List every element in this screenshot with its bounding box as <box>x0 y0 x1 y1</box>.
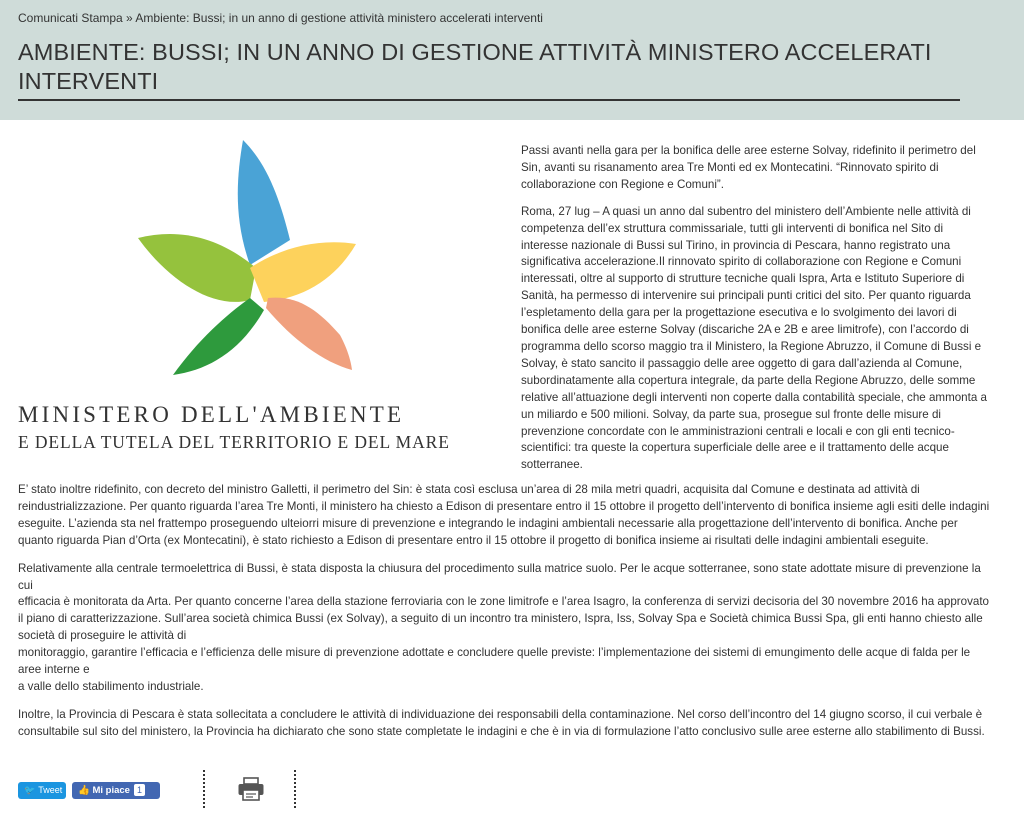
share-separator <box>294 770 296 808</box>
share-separator <box>203 770 205 808</box>
logo-text-line1: MINISTERO DELL'AMBIENTE <box>18 402 405 427</box>
star-logo-icon <box>18 140 508 395</box>
article-paragraph-3 <box>18 561 993 696</box>
title-divider <box>18 99 960 101</box>
logo-dark-green-petal <box>173 298 264 375</box>
logo-text-line2: E DELLA TUTELA DEL TERRITORIO E DEL MARE <box>18 432 450 452</box>
breadcrumb <box>18 11 543 25</box>
article-paragraph-1: Roma, 27 lug – A quasi un anno dal subentro del ministero dell’Ambiente nelle attività di competenza dell’ex struttura commissariale, tutti gli interventi di bonifica nel Sito di interesse nazionale di Bussi sul Tirino, in provincia di Pescara, hanno registrato una significativa accelerazione.Il rinnovato spirito di collaborazione con Regione e Comuni interessati, oltre al supporto di strutture tecniche quali Ispra, Arta e Istituto Superiore di Sanità, ha permesso di intervenire sui principali punti critici del sito. Per quanto riguarda l’espletamento della gara per la progettazione esecutiva e lo svolgimento dei lavori di bonifica delle aree esterne Solvay (discariche 2A e 2B e aree limitrofe), con l’accordo di programma dello scorso maggio tra il Ministero, la Regione Abruzzo, il Comune di Bussi e Solvay, è stato sancito il passaggio delle aree oggetto di gara dall’azienda al Comune, subordinatamente alla copertura integrale, da parte della Regione Abruzzo, delle somme relative all’attuazione degli interventi non coperte dalla contabilità speciale, che ammonta a un miliardo e 500 milioni. Solvay, da parte sua, prosegue sul fronte delle misure di prevenzione concordate con le amministrazioni centrali e locali e con gli enti tecnico-scientifici: tra queste la copertura superficiale delle aree e il trattamento delle acque sotterranee. <box>521 204 987 472</box>
social-share-bar <box>18 770 418 810</box>
ministry-logo <box>18 140 508 460</box>
like-count: 1 <box>134 784 145 796</box>
logo-salmon-petal <box>266 298 352 370</box>
thumbs-up-icon: 👍 <box>78 785 90 796</box>
breadcrumb-separator: » <box>122 11 136 25</box>
tweet-button[interactable] <box>18 782 66 799</box>
logo-light-green-petal <box>138 234 256 302</box>
tweet-label: Tweet <box>38 785 63 795</box>
breadcrumb-link-comunicati[interactable]: Comunicati Stampa <box>18 11 123 25</box>
breadcrumb-current: Ambiente: Bussi; in un anno di gestione attività ministero accelerati interventi <box>135 11 543 25</box>
article-paragraph-4: Inoltre, la Provincia di Pescara è stata sollecitata a concludere le attività di individuazione dei responsabili della contaminazione. Nel corso dell’incontro del 14 giugno scorso, il cui verbale è consultabile sul sito del ministero, la Provincia ha dichiarato che sono state completate le indagini e che è in via di formulazione l’atto conclusivo sulle aree esterne allo stabilimento di Bussi. <box>18 707 985 738</box>
like-label: Mi piace <box>92 785 130 796</box>
article-lead: Passi avanti nella gara per la bonifica delle aree esterne Solvay, ridefinito il perimetro del Sin, avanti su risanamento area Tre Monti ed ex Montecatini. “Rinnovato spirito di collaborazione con Regione e Comuni”. <box>521 144 976 191</box>
paragraph-3-line-d: a valle dello stabilimento industriale. <box>18 679 204 693</box>
article-body <box>18 482 993 752</box>
article-paragraph-2: E’ stato inoltre ridefinito, con decreto del ministro Galletti, il perimetro del Sin: è stata così esclusa un’area di 28 mila metri quadri, acquisita dal Comune e destinata ad attività di reindustrializzazione. Per quanto riguarda l’area Tre Monti, il ministero ha chiesto a Edison di presentare entro il 15 ottobre il progetto dell’intervento di bonifica insieme agli esiti delle indagini eseguite. L’azienda sta nel frattempo proseguendo ulteiorri misure di prevenzione e integrando le indagini ambientali necessarie alla progettazione dell’intervento di bonifica. Anche per quanto riguarda Pian d’Orta (ex Montecatini), è stato richiesto a Edison di presentare entro il 15 ottobre il progetto di bonifica insieme ai risultati delle indagini ambientali eseguite. <box>18 483 990 547</box>
page-title: AMBIENTE: BUSSI; IN UN ANNO DI GESTIONE ATTIVITÀ MINISTERO ACCELERATI INTERVENTI <box>18 39 932 94</box>
paragraph-3-line-c: monitoraggio, garantire l’efficacia e l’efficienza delle misure di prevenzione adottate e concludere quelle previste: l’implementazione dei sistemi di emungimento delle acque di falda per le aree interne e <box>18 646 971 677</box>
header-band <box>0 0 1024 120</box>
like-button[interactable] <box>72 782 160 799</box>
paragraph-3-line-a: Relativamente alla centrale termoelettrica di Bussi, è stata disposta la chiusura del procedimento sulla matrice suolo. Per le acque sotterranee, sono state adottate misure di prevenzione la cui <box>18 561 981 592</box>
article-intro-column <box>521 143 993 484</box>
print-icon[interactable] <box>237 777 265 801</box>
logo-blue-petal <box>238 140 290 265</box>
paragraph-3-line-b: efficacia è monitorata da Arta. Per quanto concerne l’area della stazione ferroviaria con le zone limitrofe e l’area Isagro, la conferenza di servizi decisoria del 30 novembre 2016 ha approvato il piano di caratterizzazione. Sull’area società chimica Bussi (ex Solvay), a seguito di un incontro tra ministero, Ispra, Iss, Solvay Spa e Società chimica Bussi Spa, gli enti hanno chiesto alle società di proseguire le attività di <box>18 595 989 643</box>
twitter-bird-icon: 🐦 <box>24 785 36 795</box>
